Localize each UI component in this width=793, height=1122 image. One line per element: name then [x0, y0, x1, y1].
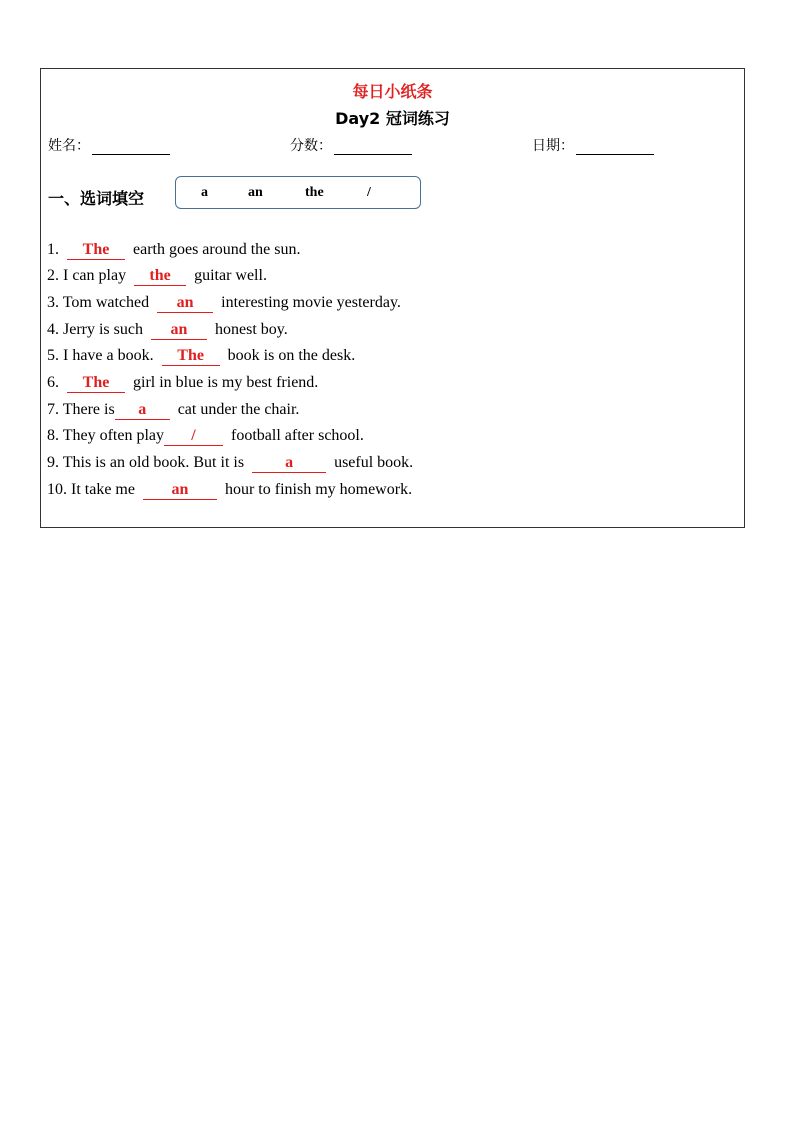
question-text-after: football after school.	[231, 427, 364, 444]
question-text-after: guitar well.	[194, 267, 267, 284]
question-text-before: There is	[62, 401, 115, 418]
question-row	[47, 240, 301, 260]
question-text-before: This is an old book. But it is	[62, 454, 245, 471]
question-number: 3.	[47, 294, 59, 311]
word-bank-item: /	[367, 185, 371, 200]
question-row	[47, 320, 288, 340]
question-text-after: useful book.	[334, 454, 414, 471]
question-row	[47, 266, 267, 286]
answer-blank: The	[67, 375, 125, 393]
answer-blank: an	[157, 295, 213, 313]
score-label: 分数：	[290, 138, 332, 154]
answer-blank: /	[164, 428, 223, 446]
question-text-after: hour to finish my homework.	[224, 481, 413, 498]
question-text-before: They often play	[62, 427, 165, 444]
question-number: 1.	[47, 241, 59, 258]
worksheet-subtitle: Day2 冠词练习	[335, 109, 450, 128]
question-row	[47, 293, 401, 313]
question-text-before: I have a book.	[63, 347, 154, 364]
word-bank-box	[175, 176, 421, 209]
worksheet-frame	[40, 68, 745, 528]
question-row	[47, 400, 299, 420]
question-text-after: girl in blue is my best friend.	[133, 374, 319, 391]
answer-blank: a	[252, 455, 326, 473]
question-number: 10.	[47, 481, 67, 498]
answer-blank: an	[143, 482, 217, 500]
question-text-after: interesting movie yesterday.	[221, 294, 401, 311]
section-title: 一、选词填空	[48, 189, 145, 208]
date-blank-line	[576, 139, 654, 155]
question-row	[47, 373, 318, 393]
answer-blank: an	[151, 322, 207, 340]
question-row	[47, 346, 355, 366]
question-number: 7.	[47, 401, 59, 418]
question-number: 9.	[47, 454, 59, 471]
question-text-after: earth goes around the sun.	[133, 241, 301, 258]
answer-blank: The	[162, 348, 220, 366]
question-text-after: cat under the chair.	[177, 401, 300, 418]
name-field	[48, 135, 170, 155]
score-field	[290, 135, 412, 155]
question-text-before: Jerry is such	[63, 321, 143, 338]
answer-blank: a	[115, 402, 170, 420]
date-field	[532, 135, 654, 155]
question-text-before: I can play	[63, 267, 127, 284]
question-number: 4.	[47, 321, 59, 338]
question-row	[47, 480, 412, 500]
answer-blank: The	[67, 242, 125, 260]
question-number: 6.	[47, 374, 59, 391]
worksheet-title: 每日小纸条	[352, 82, 433, 101]
question-number: 2.	[47, 267, 59, 284]
question-number: 5.	[47, 347, 59, 364]
question-number: 8.	[47, 427, 59, 444]
word-bank-item: a	[201, 185, 208, 200]
question-text-before: Tom watched	[62, 294, 150, 311]
name-label: 姓名：	[48, 138, 90, 154]
question-text-after: honest boy.	[214, 321, 288, 338]
date-label: 日期：	[532, 138, 574, 154]
word-bank-item: the	[305, 185, 324, 200]
question-row	[47, 453, 413, 473]
question-text-before: It take me	[71, 481, 135, 498]
question-text-after: book is on the desk.	[227, 347, 356, 364]
word-bank-item: an	[248, 185, 263, 200]
question-row	[47, 426, 364, 446]
answer-blank: the	[134, 268, 186, 286]
name-blank-line	[92, 139, 170, 155]
score-blank-line	[334, 139, 412, 155]
